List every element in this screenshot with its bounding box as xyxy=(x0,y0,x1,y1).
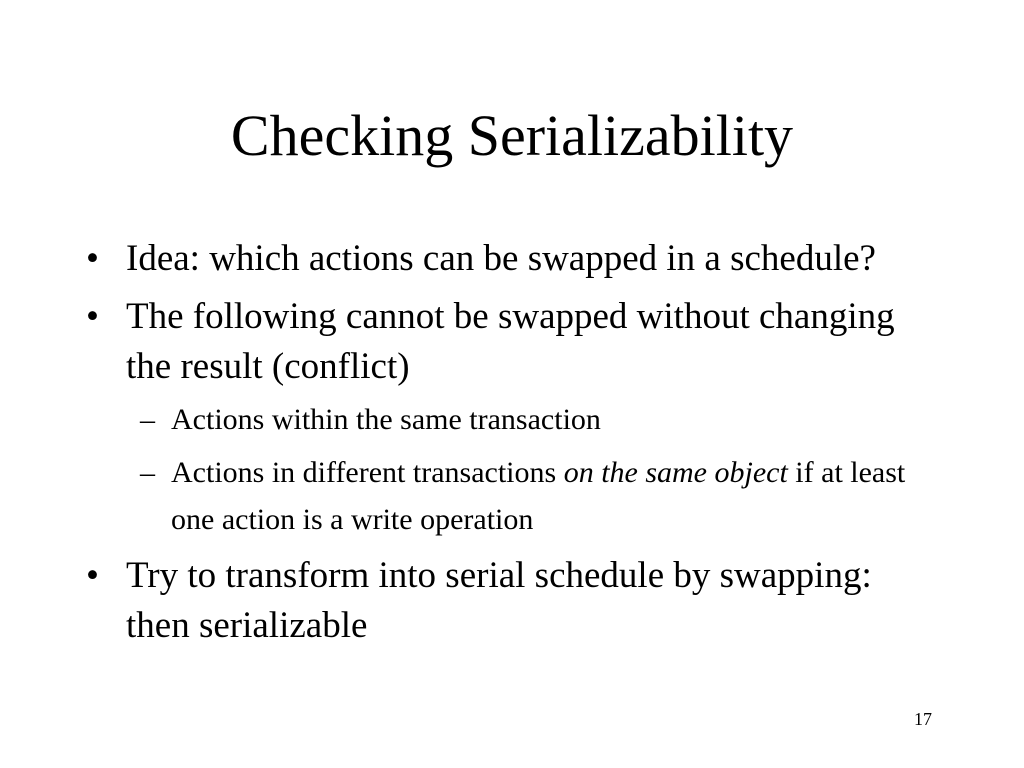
bullet-marker: • xyxy=(86,555,99,596)
sub-bullet-text-before: Actions in different transactions xyxy=(171,456,564,489)
sub-bullet-item xyxy=(0,396,931,443)
bullet-item xyxy=(0,234,906,284)
sub-bullet-marker: – xyxy=(140,456,155,489)
bullet-marker: • xyxy=(86,296,99,337)
bullet-item xyxy=(0,551,906,651)
bullet-item xyxy=(0,292,906,392)
slide-title: Checking Serializability xyxy=(230,103,794,168)
bullet-marker: • xyxy=(86,238,99,279)
sub-bullet-text-emphasis: on the same object xyxy=(563,456,788,489)
bullet-text: The following cannot be swapped without changing the result (conflict) xyxy=(126,296,895,387)
sub-bullet-text: Actions within the same transaction xyxy=(171,403,601,436)
sub-bullet-marker: – xyxy=(140,403,155,436)
sub-bullet-item xyxy=(0,449,931,543)
bullet-text: Try to transform into serial schedule by swapping: then serializable xyxy=(126,555,872,646)
sub-bullet-text-after: if at least one action is a write operation xyxy=(171,456,906,536)
bullet-text: Idea: which actions can be swapped in a schedule? xyxy=(126,238,876,279)
page-number: 17 xyxy=(914,709,932,729)
slide-body xyxy=(0,234,1024,659)
